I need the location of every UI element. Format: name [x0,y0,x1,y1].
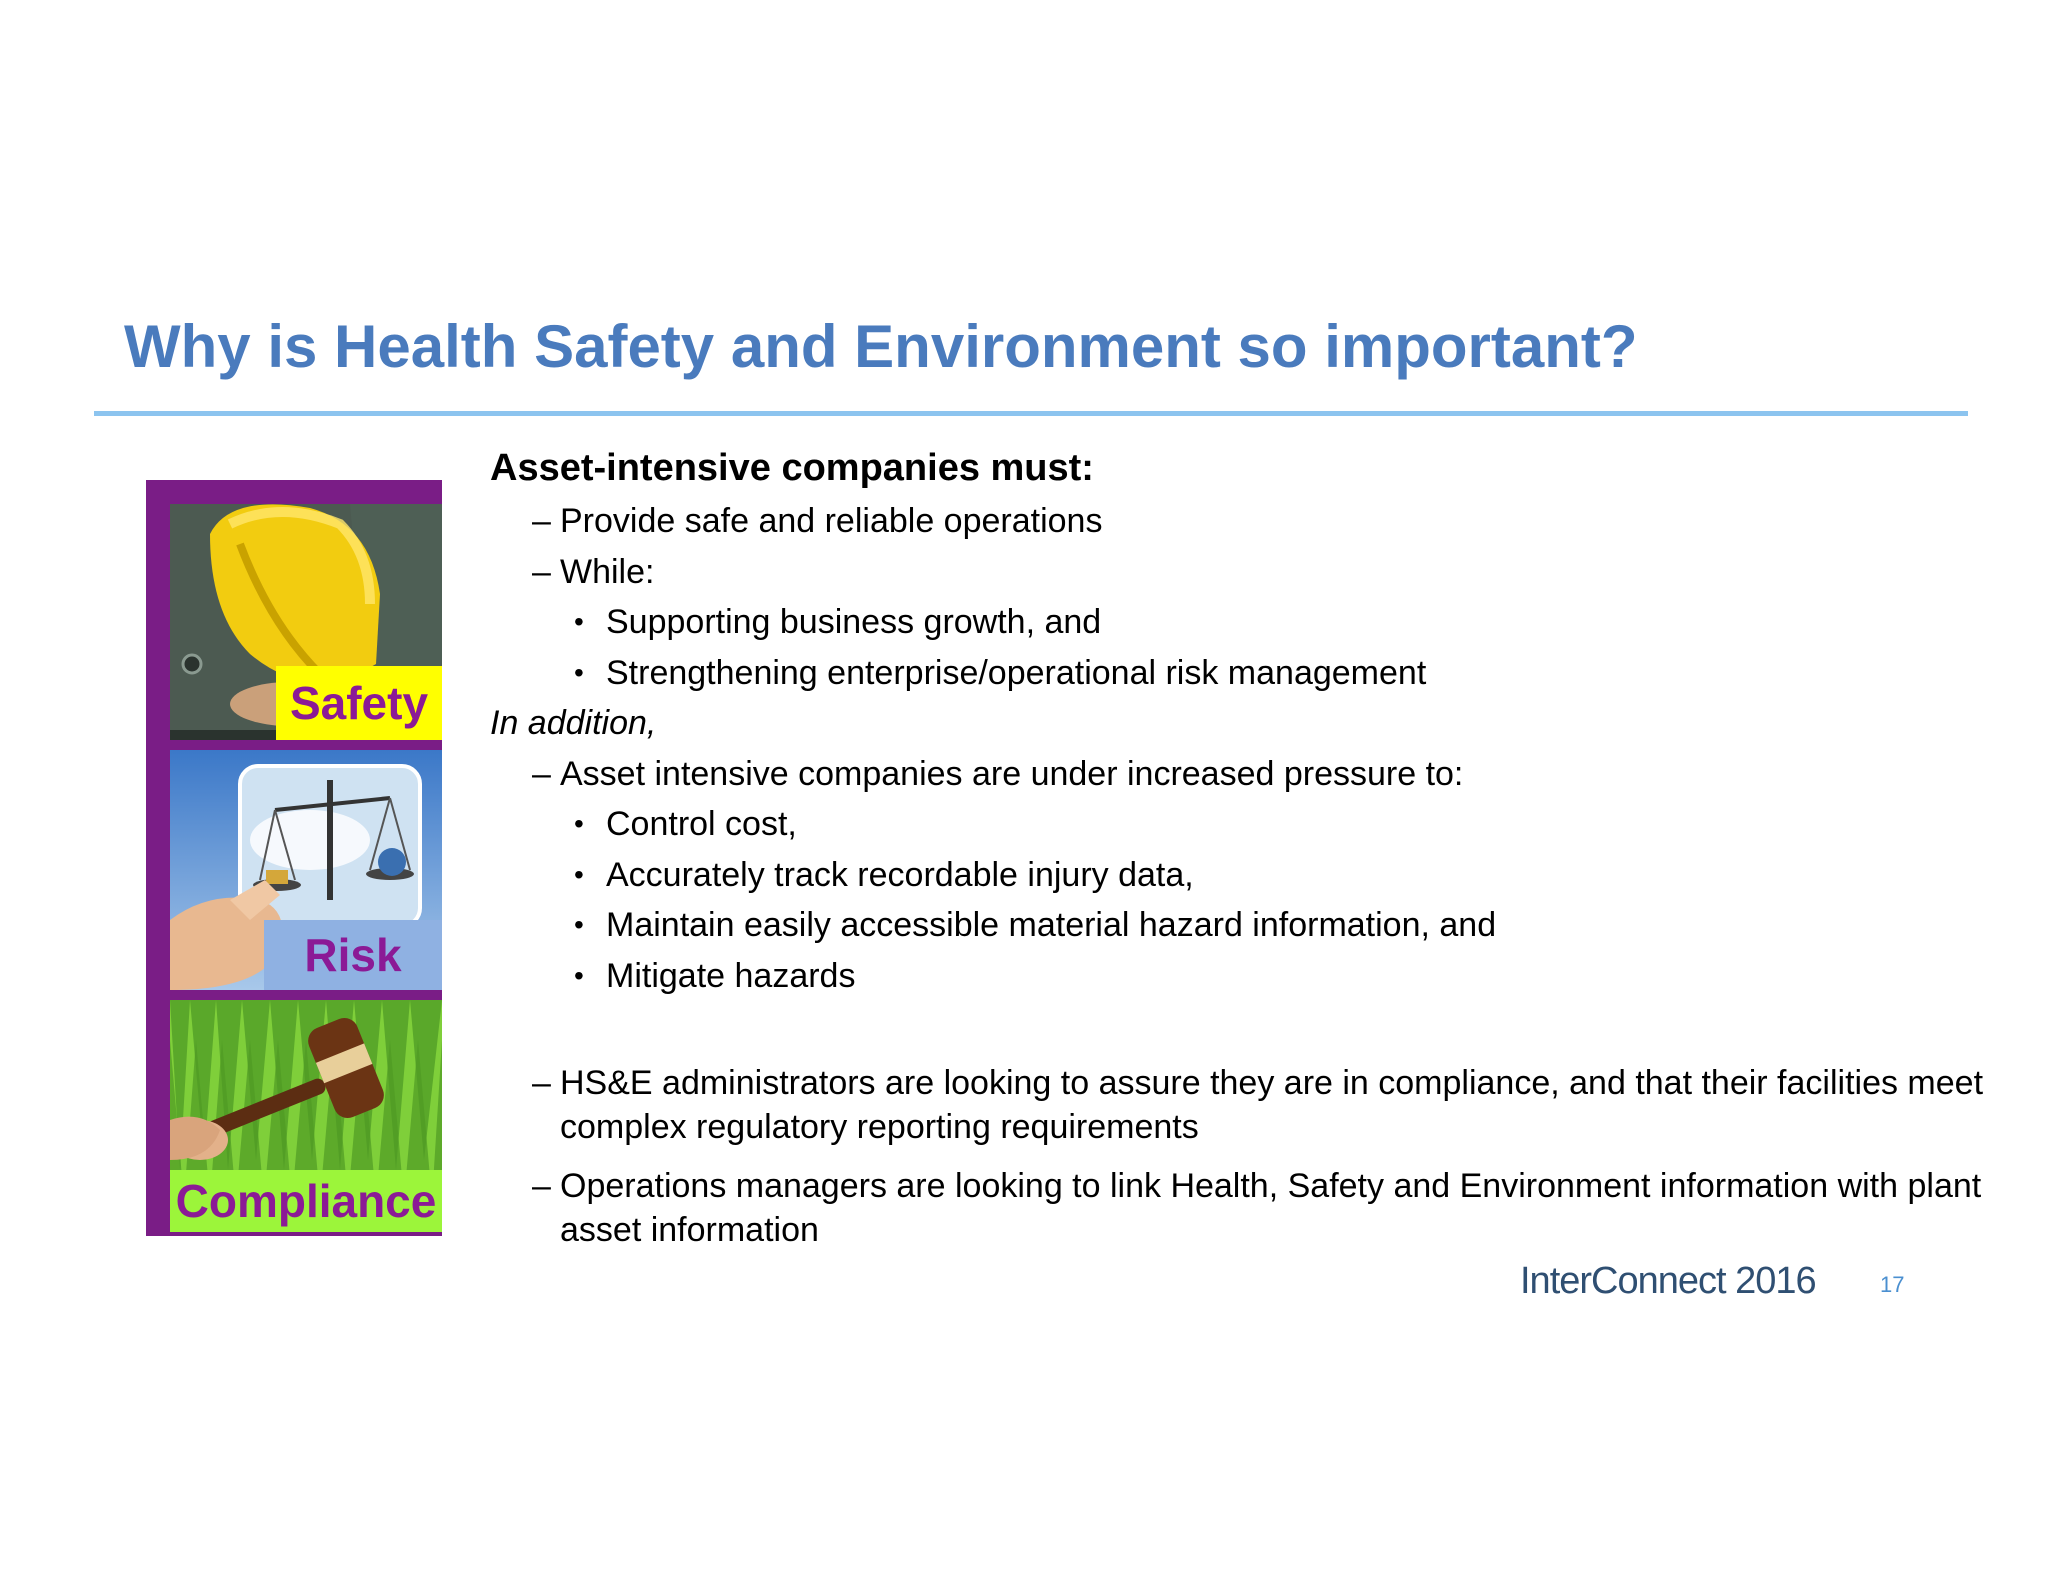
image-panel [146,480,442,1236]
list-item: – Provide safe and reliable operations [490,496,1990,547]
list-item: – While: [490,547,1990,598]
list-item: • Maintain easily accessible material hazard information, and [490,900,1990,951]
list-item: – Asset intensive companies are under increased pressure to: [490,749,1990,800]
list-item: • Strengthening enterprise/operational risk management [490,648,1990,699]
list-item: • Mitigate hazards [490,951,1990,1002]
title-divider [94,411,1968,416]
spacer [490,1001,1990,1061]
footer-brand: InterConnect 2016 [1520,1260,1816,1302]
slide-content [490,440,1990,1267]
list-item: – Operations managers are looking to link Health, Safety and Environment information with plant asset information [490,1164,1990,1252]
safety-label: Safety [276,666,442,740]
compliance-tile [170,1000,442,1232]
list-item: • Supporting business growth, and [490,597,1990,648]
safety-tile [170,504,442,740]
list-item: • Control cost, [490,799,1990,850]
list-item: – HS&E administrators are looking to assure they are in compliance, and that their facilities meet complex regulatory reporting requirements [490,1061,1990,1149]
in-addition-text: In addition, [490,704,657,742]
risk-label: Risk [264,920,442,990]
slide-title: Why is Health Safety and Environment so important? [124,313,1638,380]
risk-tile [170,750,442,990]
page-number: 17 [1880,1272,1905,1297]
compliance-label: Compliance [170,1170,442,1232]
content-heading: Asset-intensive companies must: [490,447,1094,489]
list-item: • Accurately track recordable injury data, [490,850,1990,901]
